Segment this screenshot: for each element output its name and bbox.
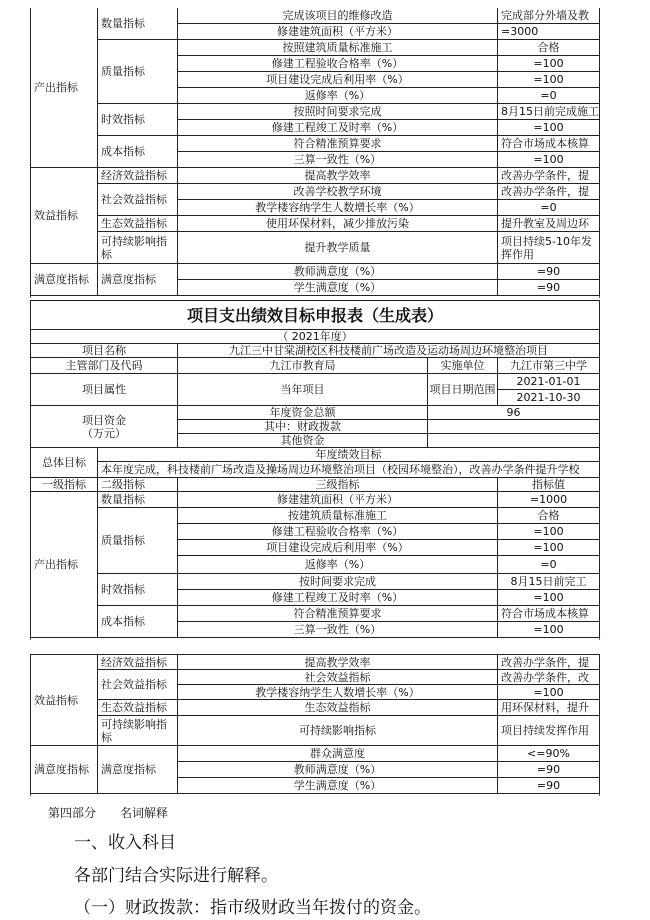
table-cell: 生态效益指标 (178, 700, 498, 716)
table-cell: 8月15日前完工 (498, 574, 600, 590)
table-cell: =100 (498, 120, 600, 136)
table-cell: 符合精准预算要求 (178, 136, 498, 152)
table-cell: 群众满意度 (178, 746, 498, 762)
table-cell: 修建建筑面积（平方米） (178, 24, 498, 40)
table-cell: 按照建筑质量标准施工 (178, 40, 498, 56)
table-cell: =100 (498, 152, 600, 168)
table-cell: 社会效益指标 (98, 670, 178, 700)
satisfaction-indicator-cell: 满意度指标 (30, 746, 98, 794)
timeliness-indicator-cell: 时效指标 (98, 574, 178, 606)
fund-other-label: 其他资金 (178, 434, 428, 448)
annual-goal-label: 年度绩效目标 (98, 448, 600, 462)
timeliness-indicator-cell: 时效指标 (98, 104, 178, 136)
quantity-indicator-cell: 数量指标 (98, 492, 178, 508)
table-cell: 按建筑质量标准施工 (178, 508, 498, 524)
table-cell: 返修率（%） (178, 88, 498, 104)
project-name-label: 项目名称 (30, 344, 178, 358)
table-cell: 合格 (498, 40, 600, 56)
output-indicator-cell: 产出指标 (30, 492, 98, 638)
table-cell: 可持续影响指标 (98, 232, 178, 264)
quality-indicator-cell: 质量指标 (98, 508, 178, 574)
table-cell: 改善办学条件，提 (498, 654, 600, 670)
table-cell: 提升教室及周边环 (498, 216, 600, 232)
indicator-table-top (30, 8, 600, 298)
indicator-table-bottom (30, 654, 600, 796)
table-cell: 可持续影响指标 (178, 716, 498, 746)
table-cell: 改善办学条件，改 (498, 670, 600, 685)
table-cell: 使用环保材料，减少排放污染 (178, 216, 498, 232)
dept-value: 九江市教育局 (178, 358, 428, 374)
table-cell: 用环保材料，提升 (498, 700, 600, 716)
table-cell: 生态效益指标 (98, 700, 178, 716)
project-name-value: 九江三中甘棠湖校区科技楼前广场改造及运动场周边环境整治项目 (178, 344, 600, 358)
cost-indicator-cell: 成本指标 (98, 606, 178, 638)
fund-label-cell (30, 406, 178, 448)
table-cell: 修建工程验收合格率（%） (178, 56, 498, 72)
table-cell: 经济效益指标 (98, 654, 178, 670)
table-cell: 项目持续5-10年发挥作用 (498, 232, 600, 264)
table-cell: =0 (498, 556, 600, 574)
table-cell: 改善学校教学环境 (178, 184, 498, 200)
table-cell: 提高教学效率 (178, 168, 498, 184)
fund-total-label: 年度资金总额 (178, 406, 428, 420)
table-cell: 完成该项目的维修改造 (178, 8, 498, 24)
table-cell: 符合精准预算要求 (178, 606, 498, 622)
table-cell: 提升教学质量 (178, 232, 498, 264)
table-cell: 教师满意度（%） (178, 264, 498, 280)
table-cell: 满意度指标 (98, 746, 178, 794)
table-cell: =3000 (498, 24, 600, 40)
cost-indicator-cell: 成本指标 (98, 136, 178, 168)
table-cell: =100 (498, 540, 600, 556)
table-cell: 可持续影响指标 (98, 716, 178, 746)
dept-label: 主管部门及代码 (30, 358, 178, 374)
table-cell: 教学楼容纳学生人数增长率（%） (178, 200, 498, 216)
paragraph: （一）财政拨款：指市级财政当年拨付的资金。 (74, 898, 431, 918)
table-cell: 社会效益指标 (98, 184, 178, 216)
table-cell: 生态效益指标 (98, 216, 178, 232)
table-cell: =100 (498, 590, 600, 606)
quality-indicator-cell: 质量指标 (98, 40, 178, 104)
section-heading: 第四部分 名词解释 (48, 806, 169, 820)
table-cell: 三算一致性（%） (178, 152, 498, 168)
fund-fiscal-label: 其中：财政拨款 (178, 420, 428, 434)
overall-goal-label: 总体目标 (30, 448, 98, 478)
table-cell: 修建工程竣工及时率（%） (178, 120, 498, 136)
table-cell: =1000 (498, 492, 600, 508)
benefit-indicator-cell: 效益指标 (30, 654, 98, 746)
table-cell: 按照时间要求完成 (178, 104, 498, 120)
table-cell: 完成部分外墙及教 (498, 8, 600, 24)
header-value: 指标值 (498, 478, 600, 492)
period-end: 2021-10-30 (498, 390, 600, 406)
annual-goal-text: 本年度完成，科技楼前广场改造及操场周边环境整治项目（校园环境整治），改善办学条件提升学校 (98, 462, 600, 478)
table-cell: 改善办学条件，提 (498, 184, 600, 200)
header-level2: 二级指标 (98, 478, 178, 492)
table-cell: 修建工程验收合格率（%） (178, 524, 498, 540)
table-cell: 项目建设完成后利用率（%） (178, 72, 498, 88)
fund-other-value (428, 434, 600, 448)
period-start: 2021-01-01 (498, 374, 600, 390)
table-cell: 合格 (498, 508, 600, 524)
fund-unit: （万元） (82, 426, 126, 440)
attr-label: 项目属性 (30, 374, 178, 406)
subsection-heading: 一、收入科目 (74, 833, 176, 853)
table-cell: 按时间要求完成 (178, 574, 498, 590)
header-level1: 一级指标 (30, 478, 98, 492)
table-cell: =90 (498, 280, 600, 296)
form-title: 项目支出绩效目标申报表（生成表） (30, 300, 600, 330)
table-cell: 满意度指标 (98, 264, 178, 296)
table-cell: =90 (498, 778, 600, 794)
table-cell: =0 (498, 88, 600, 104)
table-cell: 修建工程竣工及时率（%） (178, 590, 498, 606)
table-cell: 项目建设完成后利用率（%） (178, 540, 498, 556)
impl-label: 实施单位 (428, 358, 498, 374)
fund-label: 项目资金 (82, 413, 126, 427)
table-cell: 社会效益指标 (178, 670, 498, 685)
table-cell: 符合市场成本核算 (498, 136, 600, 152)
header-level3: 三级指标 (178, 478, 498, 492)
table-cell: =0 (498, 200, 600, 216)
table-cell: =100 (498, 56, 600, 72)
performance-form (30, 300, 600, 640)
benefit-indicator-cell: 效益指标 (30, 168, 98, 264)
quantity-indicator-cell: 数量指标 (98, 8, 178, 40)
output-indicator-cell: 产出指标 (30, 8, 98, 168)
table-cell: 三算一致性（%） (178, 622, 498, 638)
table-cell: <=90% (498, 746, 600, 762)
table-cell: 学生满意度（%） (178, 280, 498, 296)
table-cell: =100 (498, 524, 600, 540)
table-cell: 提高教学效率 (178, 654, 498, 670)
table-cell: 学生满意度（%） (178, 778, 498, 794)
table-cell: =90 (498, 762, 600, 778)
period-label: 项目日期范围 (428, 374, 498, 406)
fund-total-value: 96 (428, 406, 600, 420)
table-cell: 教学楼容纳学生人数增长率（%） (178, 685, 498, 700)
table-cell: =100 (498, 685, 600, 700)
table-cell: 修建建筑面积（平方米） (178, 492, 498, 508)
fund-fiscal-value (428, 420, 600, 434)
table-cell: 项目持续发挥作用 (498, 716, 600, 746)
table-cell: 经济效益指标 (98, 168, 178, 184)
table-cell: =90 (498, 264, 600, 280)
table-cell: 8月15日前完成施工 (498, 104, 600, 120)
attr-value: 当年项目 (178, 374, 428, 406)
form-year: （ 2021年度） (30, 330, 600, 344)
table-cell: 教师满意度（%） (178, 762, 498, 778)
table-cell: =100 (498, 622, 600, 638)
table-cell: 改善办学条件，提 (498, 168, 600, 184)
paragraph: 各部门结合实际进行解释。 (74, 866, 278, 886)
table-cell: 符合市场成本核算 (498, 606, 600, 622)
table-cell: 返修率（%） (178, 556, 498, 574)
impl-value: 九江市第三中学 (498, 358, 600, 374)
table-cell: =100 (498, 72, 600, 88)
satisfaction-indicator-cell: 满意度指标 (30, 264, 98, 296)
